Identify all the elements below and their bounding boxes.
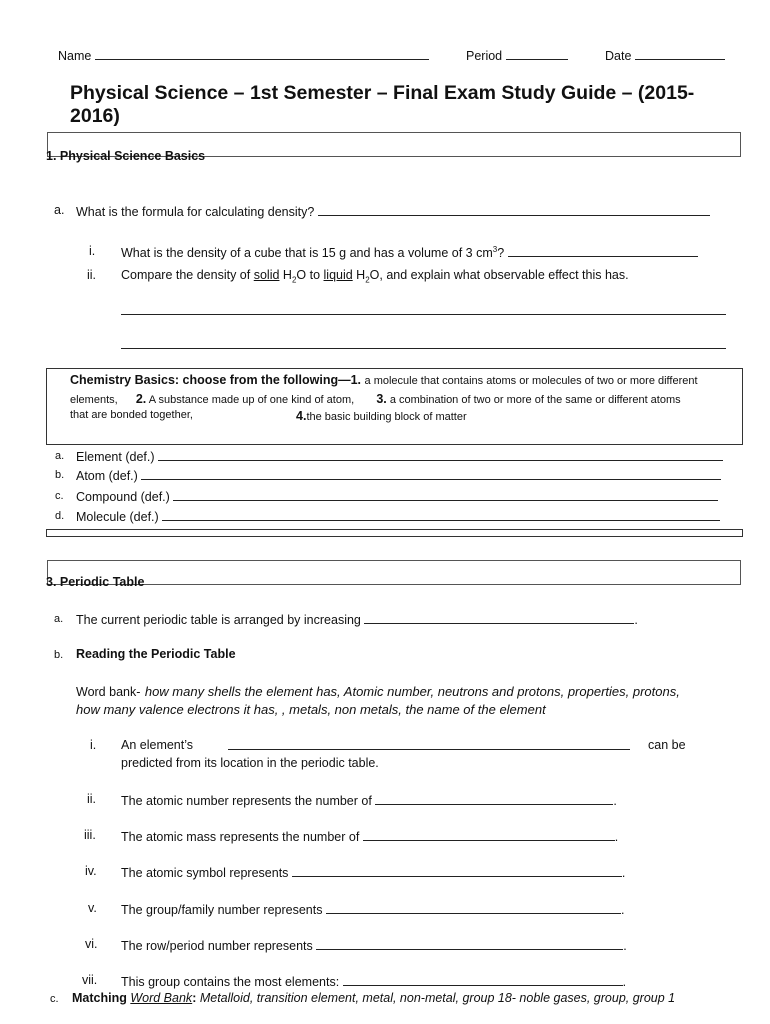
q3bvi-text: The row/period number represents: [121, 939, 313, 953]
def-element: [76, 448, 723, 464]
q1aii-solid: solid: [253, 268, 280, 282]
name-label: Name: [58, 49, 92, 63]
word-bank-terms-1: how many shells the element has, Atomic number, neutrons and protons, properties, protons,: [144, 684, 680, 699]
q3bvii-question: [121, 973, 626, 989]
q1ai-superscript: 3: [492, 244, 498, 254]
def-b-marker: b.: [55, 469, 65, 481]
section3-heading: 3. Periodic Table: [46, 575, 145, 589]
q3bii-question: [121, 792, 617, 808]
chemistry-basics-line-3: [70, 409, 193, 421]
q3bii-text: The atomic number represents the number of: [121, 794, 372, 808]
q3bvi-end: .: [623, 939, 627, 953]
q3bvi-question: [121, 937, 627, 953]
q3bv-marker: v.: [88, 901, 97, 915]
q1aii-o-to: O to: [296, 268, 321, 282]
chem-def-4: the basic building block of matter: [306, 411, 467, 423]
q3bvi-answer-line[interactable]: [316, 937, 623, 950]
q3bvii-marker: vii.: [82, 973, 98, 987]
q3bi-text: An element’s: [121, 738, 194, 752]
q1aii-h-1: H: [279, 268, 292, 282]
q3biii-answer-line[interactable]: [363, 828, 615, 841]
q1a-text: What is the formula for calculating density?: [76, 205, 315, 219]
def-atom-line[interactable]: [141, 467, 721, 480]
def-atom-label: Atom (def.): [76, 469, 138, 483]
q3a-marker: a.: [54, 613, 64, 625]
date-label: Date: [605, 49, 632, 63]
q1aii-compare: Compare the density of: [121, 268, 251, 282]
def-c-marker: c.: [55, 490, 64, 502]
q3bv-answer-line[interactable]: [326, 901, 621, 914]
section3-heading-box: [47, 560, 741, 585]
q3biii-marker: iii.: [84, 828, 96, 842]
q3bi-answer-line[interactable]: [228, 749, 630, 750]
q3a-answer-line[interactable]: [364, 611, 634, 624]
def-element-line[interactable]: [158, 448, 723, 461]
q1aii-answer-line-1[interactable]: [121, 314, 726, 315]
q3bv-end: .: [620, 903, 625, 917]
q3biv-text: The atomic symbol represents: [121, 866, 289, 880]
q1aii-h-2: H: [352, 268, 366, 282]
q1a-answer-line[interactable]: [318, 203, 710, 216]
q1aii-liquid: liquid: [323, 268, 353, 282]
q3bii-answer-line[interactable]: [375, 792, 613, 805]
period-label: Period: [466, 49, 503, 63]
q3bvii-answer-line[interactable]: [343, 973, 623, 986]
chemistry-basics-line-1: [70, 373, 698, 387]
def-d-marker: d.: [55, 510, 65, 522]
def-molecule-label: Molecule (def.): [76, 510, 159, 524]
q3a-question: [76, 611, 638, 627]
q1ai-text: What is the density of a cube that is 15 g and has a volume of 3 cm: [121, 246, 493, 260]
chem-def-2: A substance made up of one kind of atom,: [148, 394, 355, 406]
chemistry-basics-def-4: [296, 409, 467, 423]
q3a-end: .: [634, 613, 638, 627]
chem-def-3-cont: that are bonded together,: [70, 409, 193, 421]
word-bank-label: Word bank-: [76, 685, 141, 699]
q3b-marker: b.: [54, 649, 64, 661]
q1aii-marker: ii.: [87, 268, 97, 282]
q3bvii-end: .: [622, 975, 627, 989]
q1aii-question: [121, 268, 629, 285]
q3bii-end: .: [613, 794, 617, 808]
q3b-heading: Reading the Periodic Table: [76, 647, 236, 661]
chem-def-1: a molecule that contains atoms or molecules of two or more different: [364, 375, 698, 387]
def-atom: [76, 467, 721, 483]
q1aii-answer-line-2[interactable]: [121, 348, 726, 349]
def-molecule: [76, 508, 720, 524]
q3bvi-marker: vi.: [85, 937, 98, 951]
q1aii-rest: O, and explain what observable effect this has.: [369, 268, 629, 282]
q1ai-marker: i.: [89, 244, 96, 258]
q3biv-answer-line[interactable]: [292, 864, 622, 877]
q3bvii-text: This group contains the most elements:: [121, 975, 340, 989]
chem-def-1-cont: elements,: [70, 394, 118, 406]
q1a-marker: a.: [54, 203, 65, 217]
q3c-marker: c.: [50, 993, 59, 1005]
q1ai-answer-line[interactable]: [508, 244, 698, 257]
page-title: Physical Science – 1st Semester – Final Exam Study Guide – (2015-2016): [70, 82, 695, 127]
q3a-text: The current periodic table is arranged by increasing: [76, 613, 361, 627]
name-field[interactable]: [58, 47, 429, 63]
q3bi-cont: predicted from its location in the periodic table.: [121, 756, 379, 770]
q1ai-question: [121, 244, 698, 260]
q3biii-end: .: [614, 830, 619, 844]
q3c-matching-label: Matching: [72, 991, 127, 1005]
q3biii-text: The atomic mass represents the number of: [121, 830, 360, 844]
chemistry-basics-line-2: [70, 392, 681, 406]
q1aii-sub-2: 2: [365, 275, 370, 285]
period-field[interactable]: [466, 47, 568, 63]
q3bi-end: can be: [648, 738, 686, 752]
def-compound-label: Compound (def.): [76, 490, 170, 504]
chem-def-3-number: 3.: [376, 392, 387, 406]
def-element-label: Element (def.): [76, 450, 155, 464]
chem-def-2-number: 2.: [135, 392, 147, 406]
q3bi-marker: i.: [90, 738, 97, 752]
q3c-word-list: Metalloid, transition element, metal, non-metal, group 18- noble gases, group, group 1: [196, 991, 676, 1005]
def-a-marker: a.: [55, 450, 65, 462]
q3c-matching: [72, 991, 675, 1005]
def-molecule-line[interactable]: [162, 508, 720, 521]
chem-def-1-number: 1.: [350, 373, 362, 387]
q1a-question: [76, 203, 710, 219]
chemistry-basics-heading: Chemistry Basics: choose from the following—: [70, 373, 351, 387]
word-bank-terms-2: how many valence electrons it has, , metals, non metals, the name of the element: [76, 702, 546, 717]
date-field[interactable]: [605, 47, 725, 63]
q3biii-question: [121, 828, 618, 844]
q1aii-sub-1: 2: [291, 275, 297, 285]
q3biv-end: .: [621, 866, 626, 880]
q3biv-question: [121, 864, 625, 880]
q3biv-marker: iv.: [85, 864, 97, 878]
q3c-colon: :: [192, 991, 197, 1005]
word-bank-line-1: [76, 683, 680, 701]
chem-def-3: a combination of two or more of the same or different atoms: [389, 394, 681, 406]
chem-def-4-number: 4.: [296, 409, 307, 423]
section-divider: [46, 529, 743, 537]
q1ai-qmark: ?: [497, 246, 505, 260]
def-compound: [76, 488, 718, 504]
def-compound-line[interactable]: [173, 488, 718, 501]
q3bii-marker: ii.: [87, 792, 97, 806]
section1-heading: 1. Physical Science Basics: [46, 149, 206, 163]
q3bv-question: [121, 901, 624, 917]
q3bv-text: The group/family number represents: [121, 903, 323, 917]
q3c-word-bank-label: Word Bank: [130, 991, 193, 1005]
